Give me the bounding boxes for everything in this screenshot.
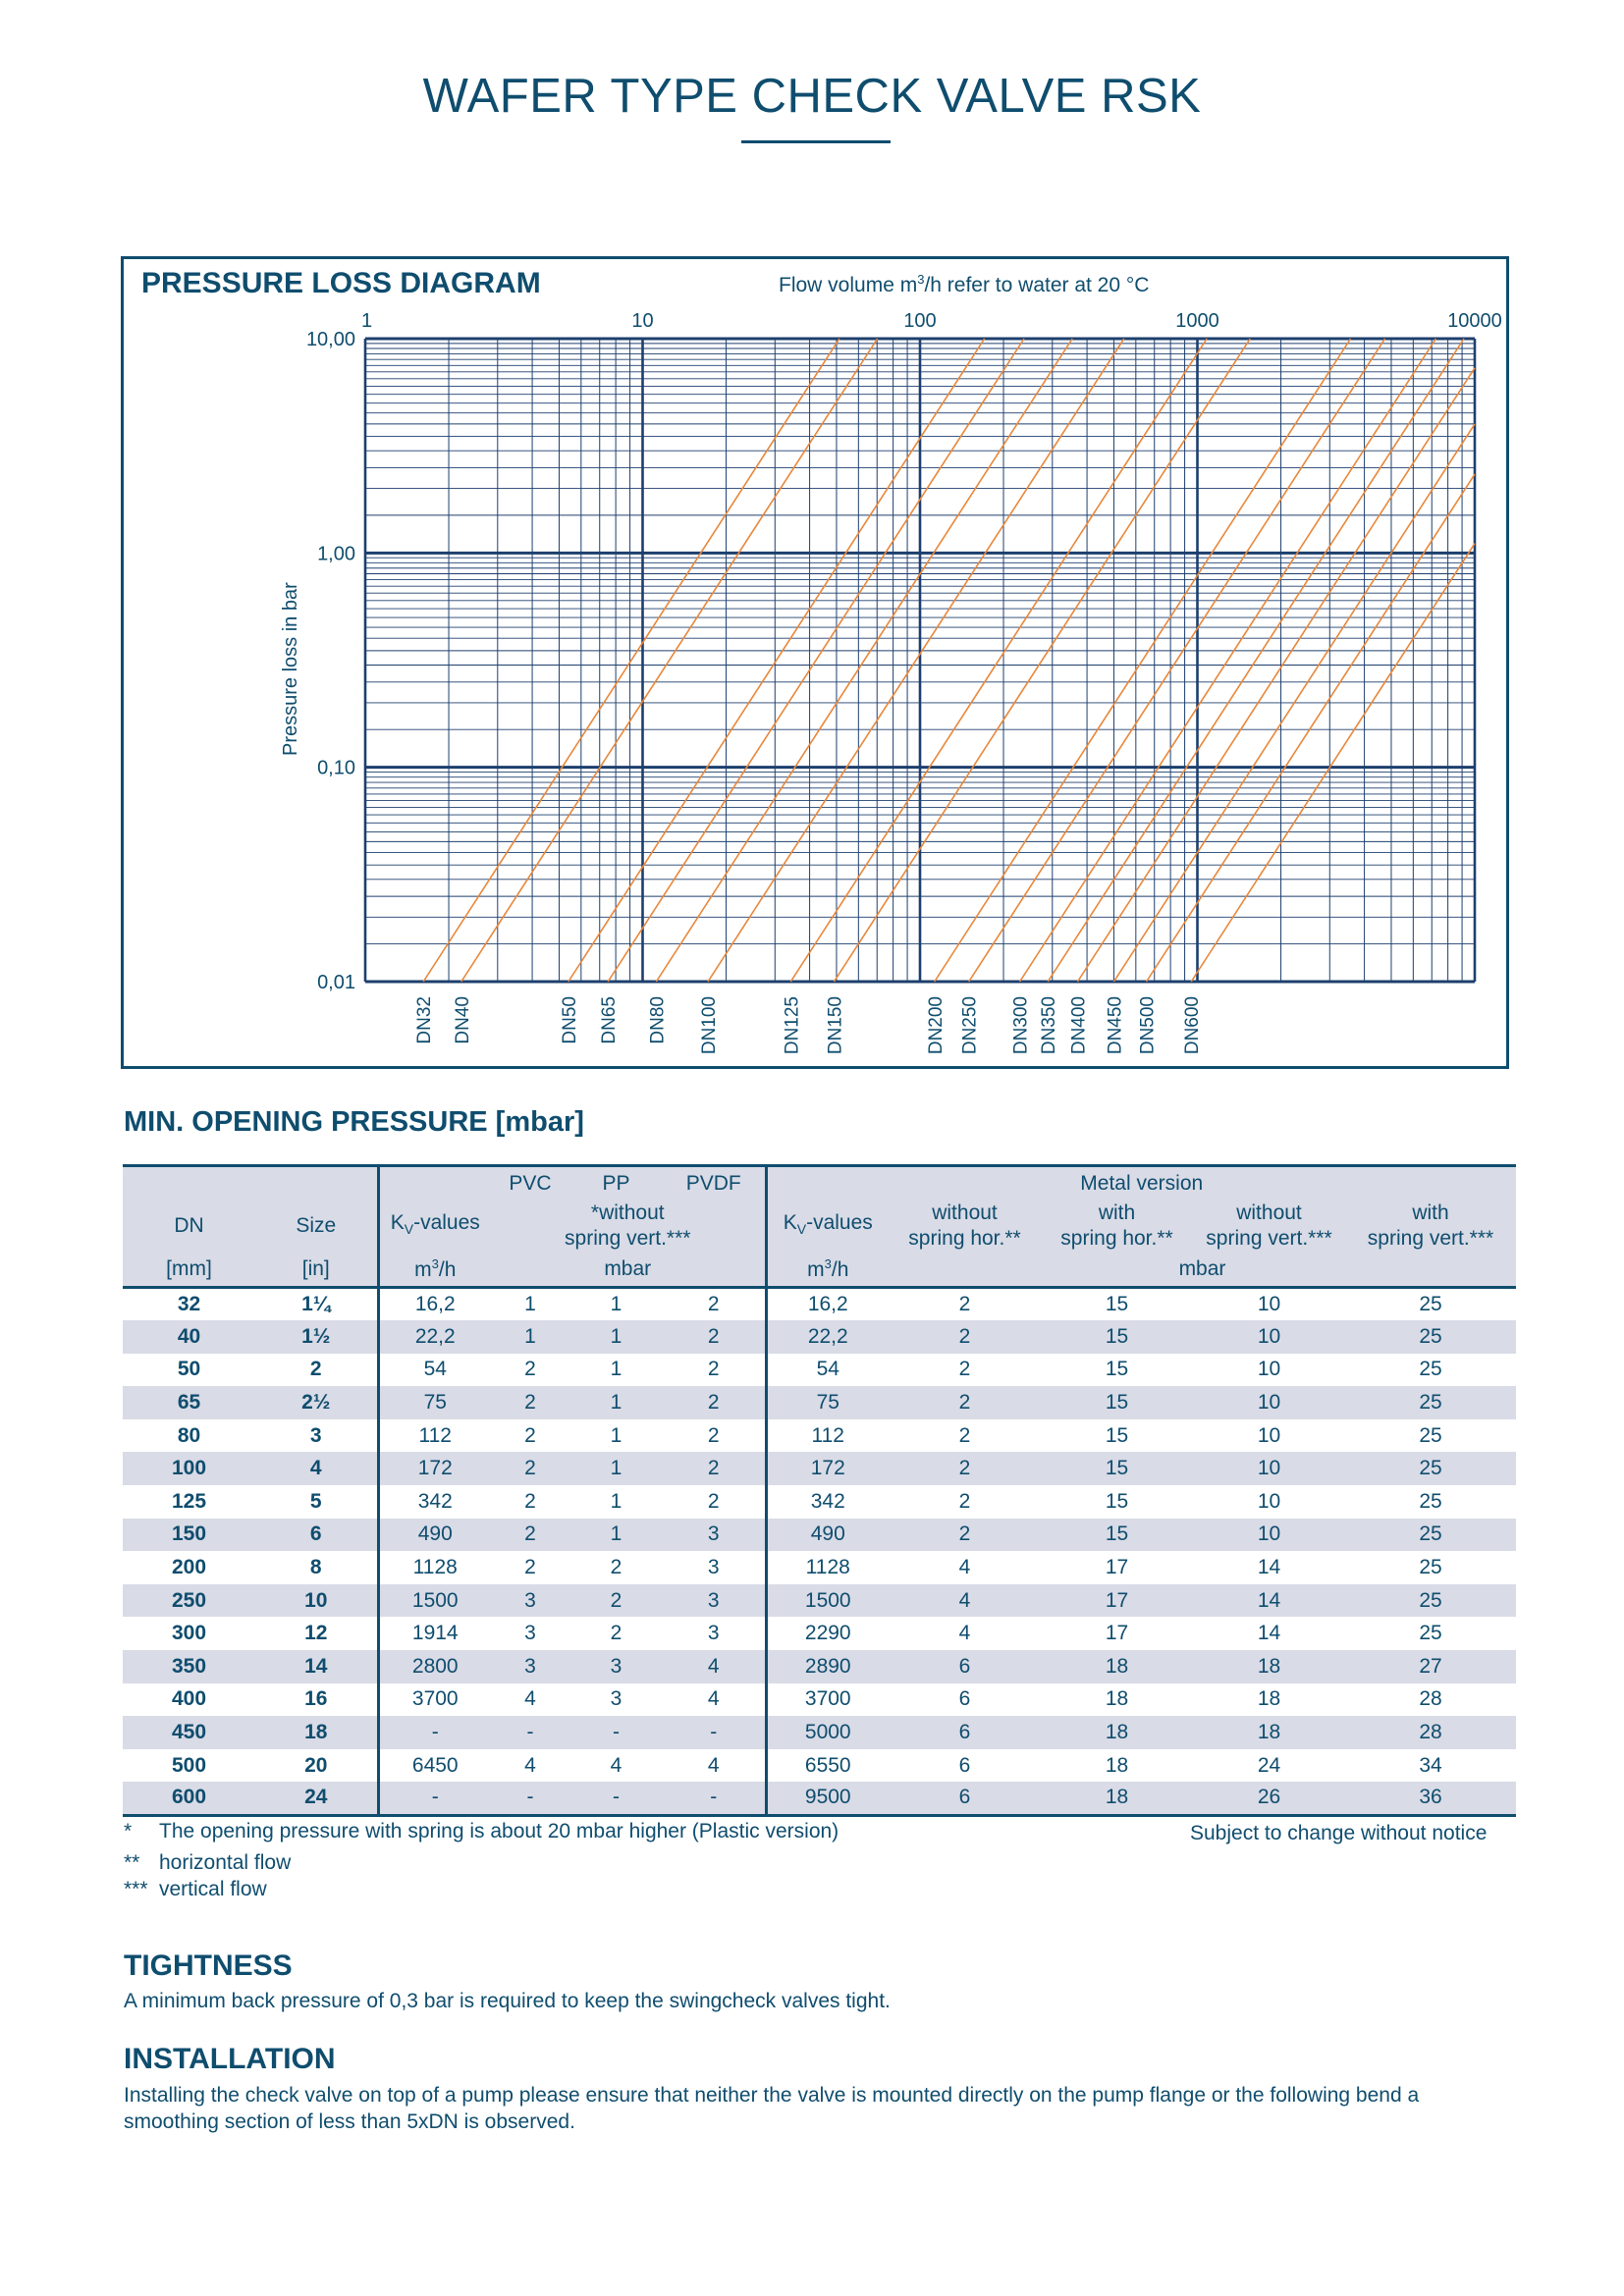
table-cell: 22,2: [766, 1320, 889, 1354]
series-label-dn300: DN300: [1010, 996, 1032, 1055]
table-cell: 25: [1419, 1556, 1442, 1579]
table-cell: 1500: [766, 1584, 889, 1618]
table-row: [123, 1782, 1516, 1815]
table-cell: 4: [524, 1753, 536, 1777]
table-cell: 24: [304, 1786, 328, 1809]
kv-rest: -values: [806, 1210, 873, 1234]
unit-m: m: [414, 1258, 432, 1281]
table-cell: -: [710, 1721, 718, 1744]
table-cell: 24: [1257, 1753, 1281, 1777]
line2: spring hor.**: [1060, 1227, 1173, 1250]
table-row: [123, 1419, 1516, 1453]
table-cell: 4: [958, 1622, 971, 1645]
table-cell: 25: [1419, 1358, 1442, 1381]
line2: spring hor.**: [908, 1227, 1021, 1250]
header-without-spring-hor: [889, 1200, 1041, 1253]
table-cell: 1: [524, 1293, 536, 1316]
table-cell: 1128: [766, 1551, 889, 1584]
table-cell: 10: [1257, 1522, 1281, 1546]
table-header-row-1: [123, 1166, 1516, 1201]
table-cell: 2: [524, 1358, 536, 1381]
series-label-dn200: DN200: [925, 996, 947, 1055]
table-header-units-row: [123, 1253, 1516, 1288]
x-tick-label: 10000: [1447, 310, 1502, 332]
series-line-dn150: [834, 339, 1250, 982]
table-cell: 6: [958, 1687, 971, 1711]
table-cell: 4: [610, 1753, 623, 1777]
table-cell: 5: [309, 1489, 322, 1513]
table-cell: -: [526, 1721, 534, 1744]
unit-m: m: [807, 1258, 825, 1281]
header-pp: PP: [602, 1171, 630, 1195]
pressure-loss-chart: [0, 0, 1624, 1080]
footnote-3-mark: ***: [124, 1878, 148, 1900]
table-cell: -: [710, 1786, 718, 1809]
series-line-dn100: [708, 339, 1124, 982]
table-cell: 2800: [378, 1650, 491, 1683]
table-cell: 2: [707, 1324, 720, 1348]
series-label-dn150: DN150: [825, 996, 846, 1055]
table-cell: 1: [610, 1293, 623, 1316]
kv-k: K: [783, 1210, 797, 1234]
series-line-dn125: [790, 339, 1207, 982]
header-with-spring-vert: [1345, 1200, 1516, 1253]
table-cell: 18: [1257, 1654, 1281, 1678]
footnote-1-text: The opening pressure with spring is about 20 mbar higher (Plastic version): [159, 1820, 839, 1842]
tightness-heading: TIGHTNESS: [124, 1949, 293, 1982]
table-cell: 3: [309, 1423, 322, 1447]
table-cell: 5000: [766, 1716, 889, 1749]
table-cell: 3700: [766, 1683, 889, 1717]
series-line-dn300: [1020, 339, 1436, 982]
table-cell: 75: [378, 1386, 491, 1419]
unit-in: [in]: [255, 1253, 378, 1288]
table-cell: 20: [304, 1753, 328, 1777]
table-cell: 10: [1257, 1293, 1281, 1316]
table-row: [123, 1617, 1516, 1650]
table-cell: 6: [958, 1753, 971, 1777]
table-cell: 2: [958, 1391, 971, 1415]
table-cell: 300: [171, 1622, 207, 1645]
note-suffix: /h refer to water at 20 °C: [924, 274, 1150, 296]
table-cell: 65: [177, 1391, 201, 1415]
table-cell: 6: [958, 1654, 971, 1678]
table-cell: 2: [958, 1324, 971, 1348]
installation-heading: INSTALLATION: [124, 2043, 336, 2075]
footnote-3-text: vertical flow: [159, 1878, 267, 1900]
table-cell: 6550: [766, 1749, 889, 1783]
tightness-text: A minimum back pressure of 0,3 bar is required to keep the swingcheck valves tight.: [124, 1990, 891, 2012]
table-cell: 1¼: [301, 1293, 331, 1316]
kv-sub: V: [796, 1221, 807, 1238]
table-cell: 8: [309, 1556, 322, 1579]
table-header-row-2: [123, 1200, 1516, 1253]
table-cell: 172: [766, 1452, 889, 1485]
table-cell: 3: [707, 1588, 720, 1612]
series-line-dn400: [1078, 368, 1475, 982]
table-cell: -: [526, 1786, 534, 1809]
series-label-dn65: DN65: [599, 996, 621, 1044]
unit-m3h: [378, 1253, 491, 1288]
table-cell: 18: [1105, 1687, 1129, 1711]
table-row: [123, 1650, 1516, 1683]
series-line-dn350: [1048, 339, 1464, 982]
series-line-dn65: [608, 339, 1024, 982]
table-cell: 200: [171, 1556, 207, 1579]
table-cell: 3: [707, 1522, 720, 1546]
table-cell: 2: [524, 1489, 536, 1513]
y-axis-label: Pressure loss in bar: [280, 582, 301, 756]
unit-h: /h: [438, 1258, 457, 1281]
table-cell: 500: [171, 1753, 207, 1777]
unit-m3h: [766, 1253, 889, 1288]
table-row: [123, 1551, 1516, 1584]
table-cell: 3: [524, 1654, 536, 1678]
table-cell: 2: [958, 1522, 971, 1546]
table-cell: 54: [378, 1354, 491, 1387]
header-pvc: PVC: [509, 1171, 552, 1195]
table-cell: 4: [707, 1687, 720, 1711]
table-row: [123, 1716, 1516, 1749]
series-line-dn40: [461, 339, 878, 982]
unit-mm: [mm]: [123, 1253, 255, 1288]
table-row: [123, 1584, 1516, 1618]
table-cell: 2: [958, 1489, 971, 1513]
series-label-dn600: DN600: [1182, 996, 1204, 1055]
line1: without: [1236, 1201, 1302, 1224]
table-cell: 10: [1257, 1358, 1281, 1381]
table-cell: 10: [1257, 1489, 1281, 1513]
table-cell: 4: [958, 1556, 971, 1579]
header-with-spring-hor: [1041, 1200, 1193, 1253]
table-cell: 350: [171, 1654, 207, 1678]
header-pvdf: PVDF: [685, 1171, 741, 1195]
table-cell: 1: [610, 1423, 623, 1447]
series-label-dn450: DN450: [1105, 996, 1126, 1055]
table-cell: 15: [1105, 1324, 1129, 1348]
table-cell: 80: [177, 1423, 201, 1447]
table-cell: 1: [610, 1489, 623, 1513]
unit-mbar: mbar: [889, 1253, 1516, 1288]
table-cell: -: [378, 1782, 491, 1815]
series-label-dn80: DN80: [647, 996, 669, 1044]
table-cell: 2: [524, 1522, 536, 1546]
table-cell: 26: [1257, 1786, 1281, 1809]
table-row: [123, 1320, 1516, 1354]
table-cell: 16,2: [766, 1288, 889, 1321]
table-cell: 6: [309, 1522, 322, 1546]
page-title: WAFER TYPE CHECK VALVE RSK: [422, 70, 1202, 123]
table-cell: 50: [177, 1358, 201, 1381]
table-cell: 18: [1105, 1786, 1129, 1809]
table-row: [123, 1519, 1516, 1552]
series-label-dn350: DN350: [1039, 996, 1060, 1055]
table-cell: 6: [958, 1786, 971, 1809]
kv-rest: -values: [413, 1210, 480, 1234]
table-cell: 2: [958, 1358, 971, 1381]
table-cell: 15: [1105, 1293, 1129, 1316]
y-tick-label: 0,10: [317, 757, 355, 779]
table-row: [123, 1386, 1516, 1419]
table-cell: 1: [610, 1324, 623, 1348]
table-cell: 1: [610, 1358, 623, 1381]
series-line-dn80: [656, 339, 1072, 982]
table-cell: 6450: [378, 1749, 491, 1783]
table-cell: 342: [766, 1485, 889, 1519]
diagram-title: PRESSURE LOSS DIAGRAM: [141, 267, 541, 299]
table-cell: 17: [1105, 1588, 1129, 1612]
table-cell: 54: [766, 1354, 889, 1387]
table-row: [123, 1485, 1516, 1519]
series-label-dn250: DN250: [959, 996, 981, 1055]
table-row: [123, 1452, 1516, 1485]
unit-sup: 3: [824, 1256, 832, 1271]
table-title: MIN. OPENING PRESSURE [mbar]: [124, 1106, 584, 1138]
table-cell: 14: [1257, 1556, 1281, 1579]
unit-sup: 3: [431, 1256, 439, 1271]
line2: spring vert.***: [1206, 1227, 1332, 1250]
table-cell: 172: [378, 1452, 491, 1485]
table-cell: 40: [177, 1324, 201, 1348]
installation-text-line-2: smoothing section of less than 5xDN is observed.: [124, 2110, 575, 2133]
notice-text: Subject to change without notice: [1190, 1822, 1488, 1844]
table-cell: 2: [707, 1358, 720, 1381]
table-cell: 2: [707, 1489, 720, 1513]
series-line-dn500: [1147, 474, 1475, 982]
table-cell: 2: [524, 1457, 536, 1480]
table-row: [123, 1683, 1516, 1717]
table-cell: 16,2: [378, 1288, 491, 1321]
header-without-spring-vert: [1193, 1200, 1345, 1253]
table-cell: 25: [1419, 1423, 1442, 1447]
series-label-dn50: DN50: [559, 996, 580, 1044]
header-empty: [378, 1166, 491, 1201]
table-cell: 400: [171, 1687, 207, 1711]
table-cell: 10: [1257, 1391, 1281, 1415]
table-cell: 25: [1419, 1293, 1442, 1316]
table-cell: 2: [958, 1423, 971, 1447]
installation-text-line-1: Installing the check valve on top of a pump please ensure that neither the valve is mounted directly on the pump flange or the following bend a: [124, 2084, 1420, 2107]
table-cell: 2: [958, 1293, 971, 1316]
table-cell: -: [613, 1721, 620, 1744]
table-cell: 15: [1105, 1391, 1129, 1415]
table-cell: 2: [524, 1556, 536, 1579]
chart-series-labels: [414, 996, 1203, 1054]
table-cell: 22,2: [378, 1320, 491, 1354]
line1: with: [1098, 1201, 1136, 1224]
table-cell: 34: [1419, 1753, 1442, 1777]
table-cell: 36: [1419, 1786, 1442, 1809]
series-label-dn32: DN32: [414, 996, 436, 1044]
table-cell: 2½: [301, 1391, 331, 1415]
table-cell: 18: [304, 1721, 328, 1744]
table-cell: 28: [1419, 1687, 1442, 1711]
table-cell: 15: [1105, 1522, 1129, 1546]
footnote-2-text: horizontal flow: [159, 1851, 292, 1874]
series-label-dn100: DN100: [699, 996, 721, 1055]
y-tick-label: 0,01: [317, 972, 355, 993]
table-cell: 2: [610, 1622, 623, 1645]
table-cell: 18: [1105, 1721, 1129, 1744]
table-cell: 342: [378, 1485, 491, 1519]
table-cell: 2: [707, 1423, 720, 1447]
table-cell: 14: [1257, 1588, 1281, 1612]
table-cell: 32: [177, 1293, 201, 1316]
series-label-dn40: DN40: [452, 996, 473, 1044]
header-kv-metal: [766, 1200, 889, 1253]
chart-grid: [365, 339, 1475, 982]
series-label-dn125: DN125: [782, 996, 803, 1055]
table-cell: 15: [1105, 1489, 1129, 1513]
table-cell: 3: [707, 1556, 720, 1579]
table-cell: 17: [1105, 1556, 1129, 1579]
table-cell: 3: [524, 1588, 536, 1612]
table-cell: 16: [304, 1687, 328, 1711]
table-cell: 490: [378, 1519, 491, 1552]
table-cell: 2: [707, 1293, 720, 1316]
unit-h: /h: [831, 1258, 849, 1281]
line1: *without: [590, 1201, 665, 1224]
table-cell: 125: [171, 1489, 207, 1513]
line1: without: [932, 1201, 998, 1224]
table-cell: 600: [171, 1786, 207, 1809]
table-cell: 1: [610, 1391, 623, 1415]
table-cell: 2: [958, 1457, 971, 1480]
series-label-dn500: DN500: [1137, 996, 1159, 1055]
table-cell: 15: [1105, 1457, 1129, 1480]
table-cell: 112: [378, 1419, 491, 1453]
table-cell: 3700: [378, 1683, 491, 1717]
header-plastic-without-spring: [491, 1200, 766, 1253]
line2: spring vert.***: [565, 1227, 691, 1250]
series-line-dn200: [935, 339, 1351, 982]
table-cell: 4: [524, 1687, 536, 1711]
table-cell: 4: [958, 1588, 971, 1612]
kv-sub: V: [404, 1221, 414, 1238]
table-cell: 2: [524, 1423, 536, 1447]
table-cell: 25: [1419, 1489, 1442, 1513]
table-cell: 2: [610, 1556, 623, 1579]
table-cell: 2: [309, 1358, 322, 1381]
table-cell: 2: [524, 1391, 536, 1415]
table-cell: 25: [1419, 1391, 1442, 1415]
header-empty: [255, 1166, 378, 1201]
table-cell: 3: [707, 1622, 720, 1645]
opening-pressure-table: [123, 1164, 1516, 1817]
header-size: Size: [296, 1214, 337, 1237]
table-cell: -: [613, 1786, 620, 1809]
table-cell: 10: [1257, 1423, 1281, 1447]
table-row: [123, 1354, 1516, 1387]
table-cell: 2: [610, 1588, 623, 1612]
table-cell: 25: [1419, 1588, 1442, 1612]
series-label-dn400: DN400: [1068, 996, 1090, 1055]
header-kv-plastic: [378, 1200, 491, 1253]
table-cell: 9500: [766, 1782, 889, 1815]
table-cell: 150: [171, 1522, 207, 1546]
table-row: [123, 1288, 1516, 1321]
table-cell: 25: [1419, 1457, 1442, 1480]
table-cell: 10: [1257, 1457, 1281, 1480]
table-cell: 1128: [378, 1551, 491, 1584]
header-empty: [123, 1166, 255, 1201]
table-cell: 12: [304, 1622, 328, 1645]
table-cell: 250: [171, 1588, 207, 1612]
note-prefix: Flow volume m: [779, 274, 918, 296]
table-cell: 1: [524, 1324, 536, 1348]
table-cell: 3: [610, 1654, 623, 1678]
table-cell: 18: [1257, 1721, 1281, 1744]
table-cell: 1500: [378, 1584, 491, 1618]
table-cell: 4: [707, 1654, 720, 1678]
table-cell: 25: [1419, 1522, 1442, 1546]
table-cell: 100: [171, 1457, 207, 1480]
table-cell: 10: [304, 1588, 328, 1612]
table-cell: 3: [524, 1622, 536, 1645]
table-cell: 28: [1419, 1721, 1442, 1744]
table-cell: -: [378, 1716, 491, 1749]
table-cell: 490: [766, 1519, 889, 1552]
line1: with: [1412, 1201, 1449, 1224]
kv-k: K: [390, 1210, 405, 1234]
table-cell: 18: [1105, 1654, 1129, 1678]
unit-mbar: mbar: [491, 1253, 766, 1288]
table-row: [123, 1749, 1516, 1783]
table-cell: 3: [610, 1687, 623, 1711]
note-sup: 3: [917, 272, 925, 287]
y-tick-label: 1,00: [317, 543, 355, 565]
table-cell: 18: [1257, 1687, 1281, 1711]
table-cell: 27: [1419, 1654, 1442, 1678]
table-cell: 1: [610, 1457, 623, 1480]
table-cell: 112: [766, 1419, 889, 1453]
table-cell: 10: [1257, 1324, 1281, 1348]
table-cell: 17: [1105, 1622, 1129, 1645]
table-cell: 25: [1419, 1324, 1442, 1348]
table-cell: 2290: [766, 1617, 889, 1650]
table-cell: 450: [171, 1721, 207, 1744]
table-cell: 14: [304, 1654, 328, 1678]
table-cell: 1½: [301, 1324, 331, 1348]
line2: spring vert.***: [1367, 1227, 1494, 1250]
x-tick-label: 1000: [1175, 310, 1219, 332]
footnote-1-mark: *: [124, 1820, 133, 1842]
table-cell: 18: [1105, 1753, 1129, 1777]
x-tick-label: 100: [903, 310, 937, 332]
header-metal-version: Metal version: [766, 1166, 1516, 1201]
x-tick-label: 10: [631, 310, 654, 332]
table-cell: 14: [1257, 1622, 1281, 1645]
table-cell: 75: [766, 1386, 889, 1419]
table-cell: 2: [707, 1391, 720, 1415]
table-cell: 15: [1105, 1358, 1129, 1381]
footnote-2-mark: **: [124, 1851, 140, 1874]
table-cell: 1914: [378, 1617, 491, 1650]
table-cell: 15: [1105, 1423, 1129, 1447]
y-tick-label: 10,00: [305, 329, 355, 350]
table-cell: 25: [1419, 1622, 1442, 1645]
table-cell: 2890: [766, 1650, 889, 1683]
table-cell: 6: [958, 1721, 971, 1744]
table-cell: 4: [309, 1457, 322, 1480]
table-cell: 2: [707, 1457, 720, 1480]
table-cell: 4: [707, 1753, 720, 1777]
x-tick-label: 1: [361, 310, 373, 332]
header-dn: DN: [174, 1214, 204, 1237]
table-cell: 1: [610, 1522, 623, 1546]
